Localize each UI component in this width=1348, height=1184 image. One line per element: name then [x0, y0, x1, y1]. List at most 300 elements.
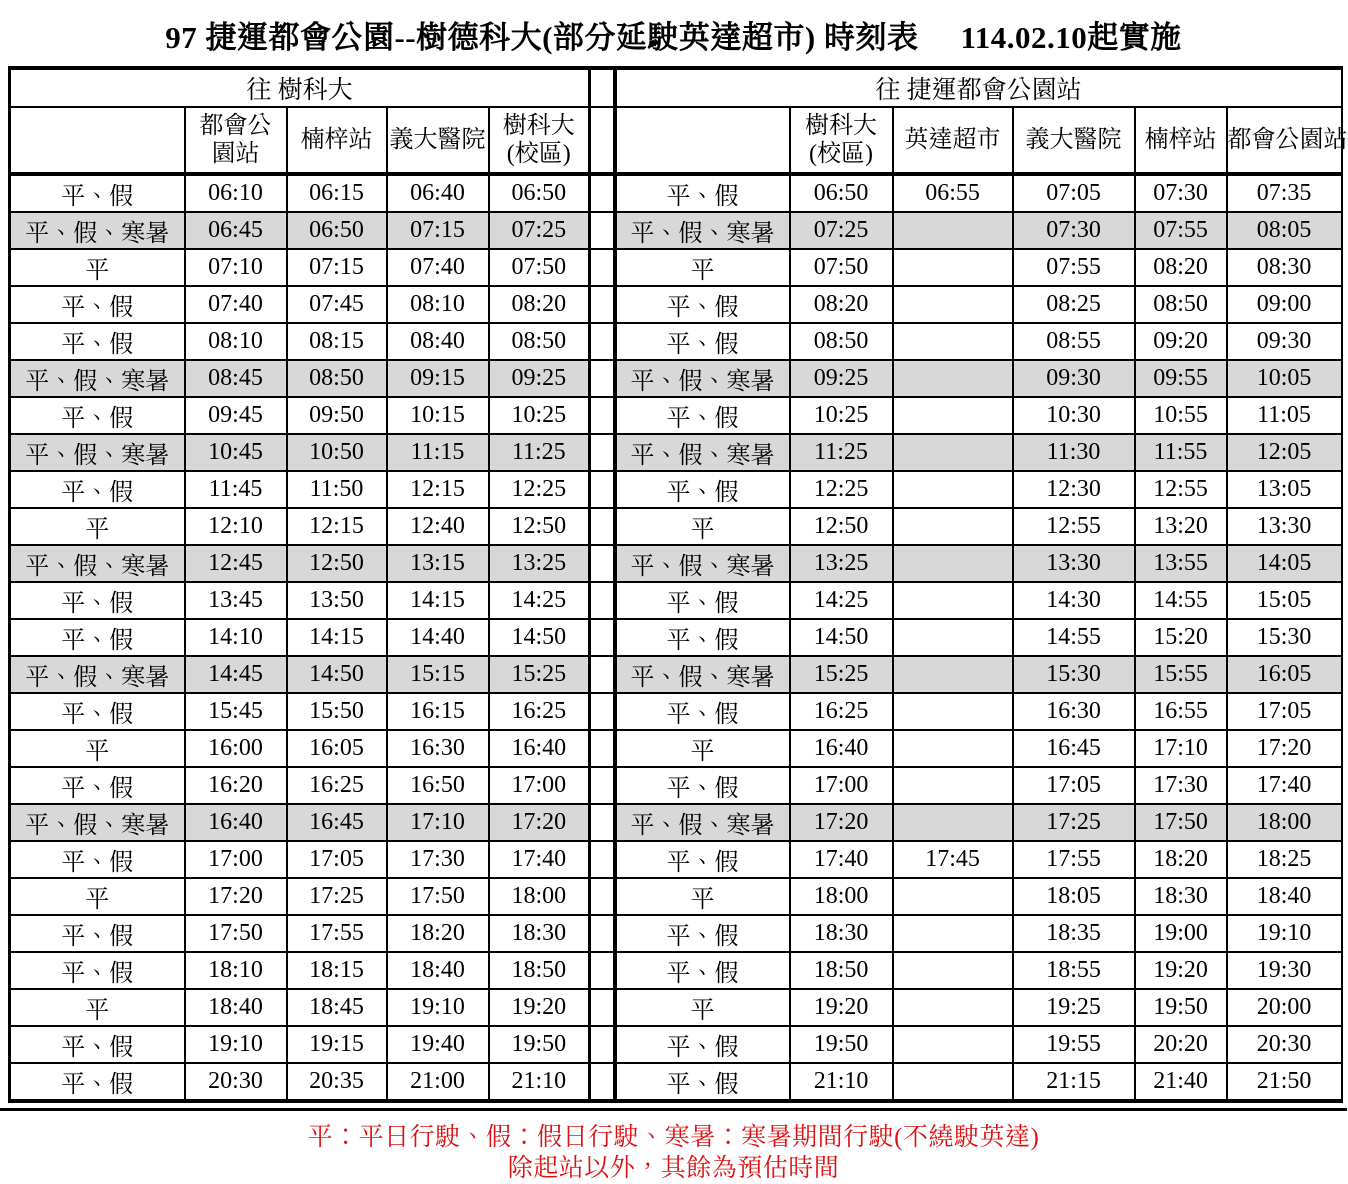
day-type-cell: 平、假 — [10, 323, 185, 360]
time-cell: 09:30 — [1227, 323, 1342, 360]
spacer-cell — [590, 471, 615, 508]
day-type-cell: 平 — [10, 730, 185, 767]
station-header-row — [10, 107, 1342, 174]
time-cell: 15:05 — [1227, 582, 1342, 619]
spacer-cell — [590, 619, 615, 656]
day-type-cell: 平、假、寒暑 — [615, 434, 790, 471]
time-cell: 11:55 — [1135, 434, 1227, 471]
time-cell: 19:55 — [1013, 1026, 1135, 1063]
day-type-cell: 平、假、寒暑 — [615, 360, 790, 397]
day-type-cell: 平、假 — [615, 174, 790, 212]
time-cell: 14:15 — [287, 619, 387, 656]
spacer-column — [590, 68, 615, 107]
time-cell: 19:10 — [185, 1026, 287, 1063]
day-type-cell: 平、假 — [10, 286, 185, 323]
timetable-row — [10, 174, 1342, 212]
time-cell: 12:25 — [489, 471, 590, 508]
timetable-row — [10, 656, 1342, 693]
time-cell: 10:45 — [185, 434, 287, 471]
time-cell: 06:45 — [185, 212, 287, 249]
time-cell: 18:20 — [1135, 841, 1227, 878]
time-cell: 07:30 — [1135, 174, 1227, 212]
timetable-row — [10, 619, 1342, 656]
time-cell: 17:10 — [1135, 730, 1227, 767]
time-cell: 17:10 — [387, 804, 489, 841]
timetable-row — [10, 878, 1342, 915]
day-type-cell: 平 — [10, 878, 185, 915]
time-cell: 08:20 — [1135, 249, 1227, 286]
time-cell: 06:10 — [185, 174, 287, 212]
timetable-row — [10, 545, 1342, 582]
day-type-cell: 平、假 — [10, 1063, 185, 1101]
station-header: 英達超市 — [893, 107, 1013, 174]
spacer-cell — [590, 174, 615, 212]
spacer-cell — [590, 323, 615, 360]
time-cell: 21:10 — [489, 1063, 590, 1101]
time-cell: 20:30 — [185, 1063, 287, 1101]
time-cell: 16:00 — [185, 730, 287, 767]
time-cell: 13:55 — [1135, 545, 1227, 582]
time-cell: 21:15 — [1013, 1063, 1135, 1101]
time-cell: 16:05 — [1227, 656, 1342, 693]
time-cell — [893, 915, 1013, 952]
time-cell: 14:45 — [185, 656, 287, 693]
timetable-row — [10, 434, 1342, 471]
time-cell: 17:05 — [1227, 693, 1342, 730]
time-cell: 17:40 — [790, 841, 893, 878]
time-cell: 17:25 — [287, 878, 387, 915]
time-cell: 14:05 — [1227, 545, 1342, 582]
time-cell — [893, 989, 1013, 1026]
day-type-cell: 平 — [615, 249, 790, 286]
time-cell: 21:10 — [790, 1063, 893, 1101]
timetable-row — [10, 730, 1342, 767]
timetable-row — [10, 212, 1342, 249]
time-cell: 17:05 — [1013, 767, 1135, 804]
spacer-cell — [590, 952, 615, 989]
time-cell: 18:55 — [1013, 952, 1135, 989]
time-cell: 06:55 — [893, 174, 1013, 212]
time-cell — [893, 1026, 1013, 1063]
time-cell: 16:15 — [387, 693, 489, 730]
station-header: 楠梓站 — [1135, 107, 1227, 174]
time-cell: 12:45 — [185, 545, 287, 582]
time-cell: 17:50 — [185, 915, 287, 952]
time-cell: 17:40 — [489, 841, 590, 878]
day-type-cell: 平 — [615, 730, 790, 767]
day-type-cell: 平、假 — [615, 619, 790, 656]
time-cell: 08:40 — [387, 323, 489, 360]
time-cell: 09:15 — [387, 360, 489, 397]
time-cell — [893, 434, 1013, 471]
time-cell — [893, 878, 1013, 915]
day-type-cell: 平、假、寒暑 — [10, 212, 185, 249]
time-cell — [893, 360, 1013, 397]
timetable-row — [10, 693, 1342, 730]
spacer-cell — [590, 1026, 615, 1063]
timetable-row — [10, 508, 1342, 545]
time-cell: 07:55 — [1135, 212, 1227, 249]
time-cell: 18:20 — [387, 915, 489, 952]
time-cell: 13:30 — [1227, 508, 1342, 545]
day-type-cell: 平、假 — [10, 471, 185, 508]
time-cell: 11:30 — [1013, 434, 1135, 471]
time-cell: 15:15 — [387, 656, 489, 693]
time-cell: 07:25 — [489, 212, 590, 249]
time-cell: 13:50 — [287, 582, 387, 619]
day-type-cell: 平、假、寒暑 — [10, 545, 185, 582]
day-type-cell: 平、假 — [10, 693, 185, 730]
time-cell: 16:40 — [790, 730, 893, 767]
time-cell — [893, 1063, 1013, 1101]
day-type-cell: 平、假 — [615, 286, 790, 323]
time-cell — [893, 323, 1013, 360]
time-cell: 19:10 — [1227, 915, 1342, 952]
time-cell: 09:45 — [185, 397, 287, 434]
spacer-cell — [590, 286, 615, 323]
day-type-cell: 平 — [615, 508, 790, 545]
note-line-1: 平：平日行駛、假：假日行駛、寒暑：寒暑期間行駛(不繞駛英達) — [0, 1123, 1347, 1154]
time-cell: 19:50 — [790, 1026, 893, 1063]
time-cell — [893, 471, 1013, 508]
time-cell: 14:40 — [387, 619, 489, 656]
spacer-cell — [590, 989, 615, 1026]
day-type-cell: 平、假、寒暑 — [10, 434, 185, 471]
time-cell: 08:15 — [287, 323, 387, 360]
time-cell: 08:50 — [489, 323, 590, 360]
time-cell: 17:00 — [790, 767, 893, 804]
time-cell: 18:40 — [185, 989, 287, 1026]
time-cell: 08:50 — [287, 360, 387, 397]
station-header: 楠梓站 — [287, 107, 387, 174]
time-cell: 14:10 — [185, 619, 287, 656]
time-cell: 19:25 — [1013, 989, 1135, 1026]
time-cell — [893, 545, 1013, 582]
time-cell: 07:45 — [287, 286, 387, 323]
left-daytype-header-cell — [10, 107, 185, 174]
time-cell: 16:45 — [1013, 730, 1135, 767]
day-type-cell: 平、假 — [615, 1063, 790, 1101]
day-type-cell: 平、假 — [615, 582, 790, 619]
day-type-cell: 平、假 — [10, 582, 185, 619]
time-cell: 14:30 — [1013, 582, 1135, 619]
time-cell: 12:55 — [1135, 471, 1227, 508]
day-type-cell: 平 — [10, 249, 185, 286]
time-cell: 15:45 — [185, 693, 287, 730]
time-cell: 19:20 — [790, 989, 893, 1026]
time-cell: 07:15 — [287, 249, 387, 286]
time-cell: 14:55 — [1135, 582, 1227, 619]
spacer-cell — [590, 915, 615, 952]
time-cell: 11:25 — [790, 434, 893, 471]
station-header: 義大醫院 — [1013, 107, 1135, 174]
timetable-row — [10, 1063, 1342, 1101]
time-cell: 17:00 — [185, 841, 287, 878]
spacer-cell — [590, 249, 615, 286]
day-type-cell: 平 — [615, 989, 790, 1026]
time-cell — [893, 397, 1013, 434]
time-cell: 12:50 — [489, 508, 590, 545]
time-cell: 17:00 — [489, 767, 590, 804]
time-cell: 12:50 — [790, 508, 893, 545]
station-header: 都會公園站 — [1227, 107, 1342, 174]
time-cell: 18:00 — [489, 878, 590, 915]
day-type-cell: 平、假、寒暑 — [10, 804, 185, 841]
day-type-cell: 平、假 — [10, 915, 185, 952]
right-direction-header: 往 捷運都會公園站 — [615, 68, 1342, 107]
time-cell: 17:20 — [489, 804, 590, 841]
time-cell: 17:45 — [893, 841, 1013, 878]
time-cell: 12:55 — [1013, 508, 1135, 545]
spacer-cell — [590, 693, 615, 730]
day-type-cell: 平、假 — [10, 767, 185, 804]
station-header: 義大醫院 — [387, 107, 489, 174]
time-cell: 10:30 — [1013, 397, 1135, 434]
time-cell: 13:20 — [1135, 508, 1227, 545]
time-cell — [893, 952, 1013, 989]
time-cell — [893, 767, 1013, 804]
timetable-row — [10, 582, 1342, 619]
time-cell: 09:25 — [790, 360, 893, 397]
time-cell: 17:55 — [1013, 841, 1135, 878]
station-header: 都會公 園站 — [185, 107, 287, 174]
time-cell: 12:50 — [287, 545, 387, 582]
spacer-cell — [590, 1063, 615, 1101]
timetable — [8, 66, 1343, 1103]
time-cell: 07:50 — [489, 249, 590, 286]
time-cell: 15:30 — [1227, 619, 1342, 656]
time-cell: 12:30 — [1013, 471, 1135, 508]
time-cell: 16:20 — [185, 767, 287, 804]
time-cell: 07:05 — [1013, 174, 1135, 212]
time-cell: 07:55 — [1013, 249, 1135, 286]
spacer-cell — [590, 767, 615, 804]
spacer-cell — [590, 656, 615, 693]
time-cell: 18:50 — [489, 952, 590, 989]
timetable-row — [10, 360, 1342, 397]
timetable-row — [10, 323, 1342, 360]
spacer-cell — [590, 841, 615, 878]
time-cell: 15:55 — [1135, 656, 1227, 693]
day-type-cell: 平、假 — [615, 952, 790, 989]
time-cell — [893, 619, 1013, 656]
time-cell: 08:50 — [1135, 286, 1227, 323]
time-cell: 13:25 — [489, 545, 590, 582]
note-line-2: 除起站以外，其餘為預估時間 — [0, 1154, 1347, 1184]
time-cell: 06:40 — [387, 174, 489, 212]
time-cell: 20:35 — [287, 1063, 387, 1101]
time-cell: 07:40 — [387, 249, 489, 286]
time-cell: 13:05 — [1227, 471, 1342, 508]
time-cell: 20:20 — [1135, 1026, 1227, 1063]
time-cell: 16:40 — [489, 730, 590, 767]
time-cell: 07:25 — [790, 212, 893, 249]
time-cell: 09:25 — [489, 360, 590, 397]
timetable-row — [10, 286, 1342, 323]
time-cell: 08:10 — [185, 323, 287, 360]
time-cell: 17:50 — [387, 878, 489, 915]
right-daytype-header-cell — [615, 107, 790, 174]
time-cell: 08:45 — [185, 360, 287, 397]
time-cell: 14:50 — [790, 619, 893, 656]
day-type-cell: 平、假 — [615, 1026, 790, 1063]
timetable-row — [10, 471, 1342, 508]
time-cell — [893, 249, 1013, 286]
time-cell: 18:40 — [1227, 878, 1342, 915]
time-cell: 16:25 — [489, 693, 590, 730]
timetable-body — [10, 174, 1342, 1101]
day-type-cell: 平、假 — [10, 1026, 185, 1063]
time-cell: 19:00 — [1135, 915, 1227, 952]
time-cell: 19:50 — [489, 1026, 590, 1063]
time-cell: 19:50 — [1135, 989, 1227, 1026]
time-cell: 18:25 — [1227, 841, 1342, 878]
time-cell: 06:50 — [489, 174, 590, 212]
time-cell — [893, 582, 1013, 619]
time-cell: 18:10 — [185, 952, 287, 989]
time-cell: 12:10 — [185, 508, 287, 545]
spacer-cell — [590, 212, 615, 249]
time-cell: 13:45 — [185, 582, 287, 619]
time-cell: 08:20 — [790, 286, 893, 323]
time-cell — [893, 508, 1013, 545]
timetable-row — [10, 1026, 1342, 1063]
left-direction-header: 往 樹科大 — [10, 68, 590, 107]
time-cell: 10:50 — [287, 434, 387, 471]
time-cell: 18:00 — [790, 878, 893, 915]
time-cell: 07:40 — [185, 286, 287, 323]
time-cell: 12:25 — [790, 471, 893, 508]
time-cell: 18:00 — [1227, 804, 1342, 841]
time-cell: 10:55 — [1135, 397, 1227, 434]
time-cell — [893, 212, 1013, 249]
time-cell: 11:15 — [387, 434, 489, 471]
day-type-cell: 平、假 — [10, 841, 185, 878]
spacer-column — [590, 107, 615, 174]
timetable-row — [10, 767, 1342, 804]
time-cell: 14:50 — [489, 619, 590, 656]
time-cell: 07:50 — [790, 249, 893, 286]
day-type-cell: 平、假 — [615, 471, 790, 508]
time-cell: 18:40 — [387, 952, 489, 989]
time-cell: 10:25 — [790, 397, 893, 434]
time-cell: 08:25 — [1013, 286, 1135, 323]
time-cell: 13:25 — [790, 545, 893, 582]
time-cell: 17:30 — [387, 841, 489, 878]
day-type-cell: 平 — [615, 878, 790, 915]
time-cell: 16:45 — [287, 804, 387, 841]
spacer-cell — [590, 878, 615, 915]
time-cell: 17:20 — [185, 878, 287, 915]
direction-header-row — [10, 68, 1342, 107]
day-type-cell: 平、假、寒暑 — [615, 804, 790, 841]
time-cell: 08:50 — [790, 323, 893, 360]
spacer-cell — [590, 434, 615, 471]
time-cell: 13:15 — [387, 545, 489, 582]
time-cell: 17:20 — [1227, 730, 1342, 767]
day-type-cell: 平 — [10, 989, 185, 1026]
time-cell: 17:20 — [790, 804, 893, 841]
spacer-cell — [590, 545, 615, 582]
timetable-row — [10, 841, 1342, 878]
time-cell: 11:50 — [287, 471, 387, 508]
time-cell: 06:50 — [790, 174, 893, 212]
time-cell: 19:30 — [1227, 952, 1342, 989]
time-cell: 16:25 — [287, 767, 387, 804]
day-type-cell: 平、假、寒暑 — [10, 656, 185, 693]
time-cell: 07:30 — [1013, 212, 1135, 249]
time-cell: 18:35 — [1013, 915, 1135, 952]
time-cell: 21:40 — [1135, 1063, 1227, 1101]
spacer-cell — [590, 397, 615, 434]
time-cell: 16:55 — [1135, 693, 1227, 730]
time-cell: 07:10 — [185, 249, 287, 286]
timetable-row — [10, 915, 1342, 952]
time-cell: 19:20 — [489, 989, 590, 1026]
time-cell: 16:30 — [387, 730, 489, 767]
day-type-cell: 平、假、寒暑 — [10, 360, 185, 397]
time-cell: 17:25 — [1013, 804, 1135, 841]
time-cell: 16:05 — [287, 730, 387, 767]
time-cell: 06:50 — [287, 212, 387, 249]
time-cell: 08:05 — [1227, 212, 1342, 249]
time-cell: 10:25 — [489, 397, 590, 434]
time-cell: 07:35 — [1227, 174, 1342, 212]
time-cell: 14:25 — [790, 582, 893, 619]
time-cell: 19:40 — [387, 1026, 489, 1063]
timetable-row — [10, 804, 1342, 841]
time-cell: 18:30 — [489, 915, 590, 952]
timetable-row — [10, 249, 1342, 286]
station-header: 樹科大 (校區) — [790, 107, 893, 174]
day-type-cell: 平、假 — [615, 841, 790, 878]
time-cell — [893, 804, 1013, 841]
time-cell: 08:10 — [387, 286, 489, 323]
time-cell: 16:40 — [185, 804, 287, 841]
time-cell: 14:25 — [489, 582, 590, 619]
time-cell: 14:50 — [287, 656, 387, 693]
day-type-cell: 平 — [10, 508, 185, 545]
effective-date: 114.02.10起實施 — [961, 20, 1182, 55]
time-cell: 17:55 — [287, 915, 387, 952]
time-cell: 11:45 — [185, 471, 287, 508]
time-cell: 18:05 — [1013, 878, 1135, 915]
time-cell: 19:10 — [387, 989, 489, 1026]
time-cell: 19:20 — [1135, 952, 1227, 989]
time-cell: 13:30 — [1013, 545, 1135, 582]
station-header: 樹科大 (校區) — [489, 107, 590, 174]
time-cell: 15:25 — [790, 656, 893, 693]
time-cell: 16:30 — [1013, 693, 1135, 730]
day-type-cell: 平、假 — [10, 397, 185, 434]
time-cell: 21:50 — [1227, 1063, 1342, 1101]
time-cell: 17:50 — [1135, 804, 1227, 841]
page-title — [0, 0, 1347, 57]
time-cell: 18:15 — [287, 952, 387, 989]
timetable-row — [10, 397, 1342, 434]
time-cell — [893, 693, 1013, 730]
legend-notes — [0, 1123, 1347, 1184]
time-cell: 21:00 — [387, 1063, 489, 1101]
route-title: 97 捷運都會公園--樹德科大(部分延駛英達超市) 時刻表 — [165, 20, 918, 55]
time-cell: 12:15 — [387, 471, 489, 508]
time-cell: 17:30 — [1135, 767, 1227, 804]
time-cell: 17:40 — [1227, 767, 1342, 804]
time-cell: 16:50 — [387, 767, 489, 804]
time-cell: 10:15 — [387, 397, 489, 434]
spacer-cell — [590, 730, 615, 767]
time-cell: 08:30 — [1227, 249, 1342, 286]
